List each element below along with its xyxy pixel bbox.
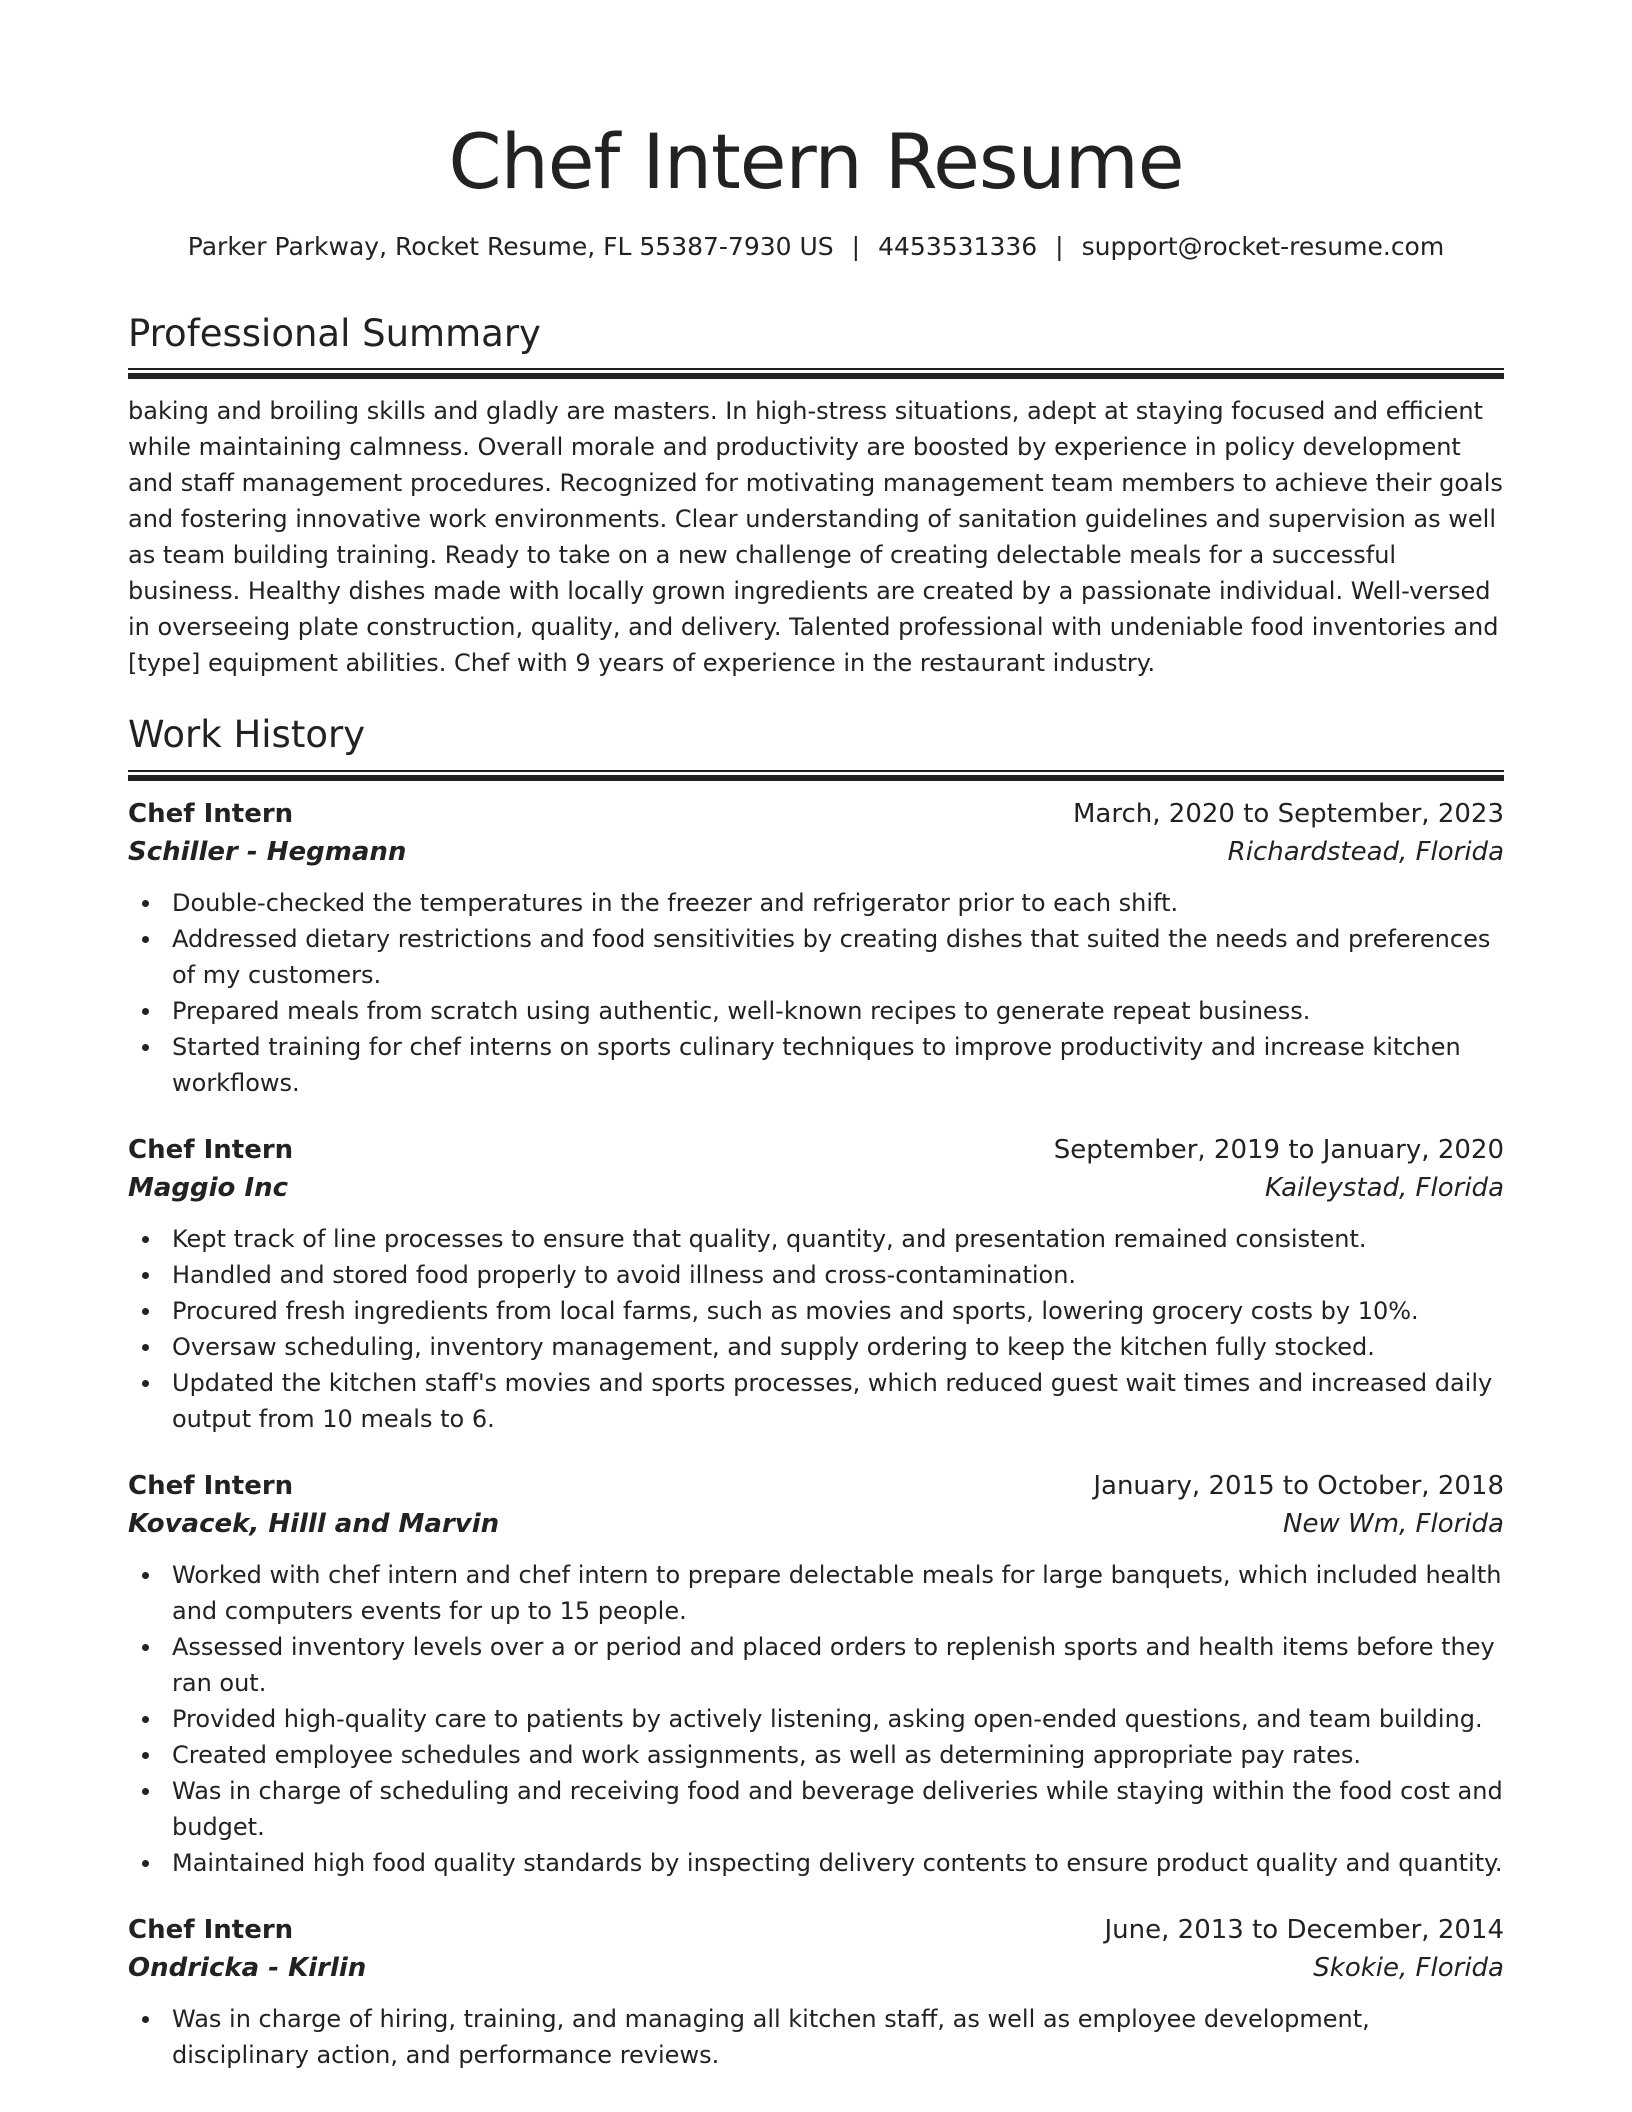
contact-address: Parker Parkway, Rocket Resume, FL 55387-7930 US (187, 231, 834, 261)
job-header-row (128, 1131, 1504, 1169)
job-bullet: Worked with chef intern and chef intern to prepare delectable meals for large banquets, which included health and computers events for up to 15 people. (128, 1557, 1504, 1629)
job-bullet: Addressed dietary restrictions and food sensitivities by creating dishes that suited the needs and preferences of my customers. (128, 921, 1504, 993)
job-dates: March, 2020 to September, 2023 (1073, 798, 1504, 829)
job-company-row (128, 1949, 1504, 1987)
job-dates: September, 2019 to January, 2020 (1053, 1134, 1504, 1165)
job-bullet: Handled and stored food properly to avoid illness and cross-contamination. (128, 1257, 1504, 1293)
job-bullet: Prepared meals from scratch using authentic, well-known recipes to generate repeat business. (128, 993, 1504, 1029)
job-bullet: Updated the kitchen staff's movies and sports processes, which reduced guest wait times and increased daily output from 10 meals to 6. (128, 1365, 1504, 1437)
contact-separator: | (851, 231, 861, 261)
job-location: Kaileystad, Florida (1264, 1172, 1504, 1203)
job-title: Chef Intern (128, 1134, 294, 1165)
job-bullets (128, 2001, 1504, 2073)
job-entry (128, 1131, 1504, 1437)
job-dates: January, 2015 to October, 2018 (1093, 1470, 1504, 1501)
job-bullet: Was in charge of hiring, training, and managing all kitchen staff, as well as employee development, disciplinary action, and performance reviews. (128, 2001, 1504, 2073)
job-title: Chef Intern (128, 1914, 294, 1945)
job-location: Richardstead, Florida (1227, 836, 1504, 867)
contact-phone: 4453531336 (878, 231, 1038, 261)
job-company: Ondricka - Kirlin (128, 1952, 367, 1983)
contact-email: support@rocket-resume.com (1081, 231, 1445, 261)
job-header-row (128, 1467, 1504, 1505)
job-bullet: Maintained high food quality standards by inspecting delivery contents to ensure product quality and quantity. (128, 1845, 1504, 1881)
job-header-row (128, 795, 1504, 833)
resume-title: Chef Intern Resume (448, 117, 1184, 206)
summary-section (128, 311, 1504, 682)
contact-separator: | (1055, 231, 1064, 261)
job-company: Maggio Inc (128, 1172, 289, 1203)
job-location: Skokie, Florida (1313, 1952, 1504, 1983)
job-bullets (128, 1557, 1504, 1881)
summary-heading: Professional Summary (128, 311, 541, 355)
job-company-row (128, 1169, 1504, 1207)
job-title: Chef Intern (128, 1470, 294, 1501)
job-bullet: Oversaw scheduling, inventory management, and supply ordering to keep the kitchen fully stocked. (128, 1329, 1504, 1365)
resume-page (128, 117, 1504, 2103)
job-company-row (128, 833, 1504, 871)
job-company: Schiller - Hegmann (128, 836, 407, 867)
section-divider (128, 368, 1504, 379)
job-header-row (128, 1911, 1504, 1949)
job-location: New Wm, Florida (1283, 1508, 1504, 1539)
work-history-heading: Work History (128, 713, 366, 757)
job-bullet: Procured fresh ingredients from local farms, such as movies and sports, lowering grocery costs by 10%. (128, 1293, 1504, 1329)
job-bullets (128, 1221, 1504, 1437)
section-divider (128, 770, 1504, 781)
job-company: Kovacek, Hilll and Marvin (128, 1508, 500, 1539)
job-bullet: Assessed inventory levels over a or period and placed orders to replenish sports and health items before they ran out. (128, 1629, 1504, 1701)
job-bullet: Created employee schedules and work assignments, as well as determining appropriate pay rates. (128, 1737, 1504, 1773)
summary-text: baking and broiling skills and gladly are masters. In high-stress situations, adept at staying focused and efficient while maintaining calmness. Overall morale and productivity are boosted by experience in policy development and staff management procedures. Recognized for motivating management team members to achieve their goals and fostering innovative work environments. Clear understanding of sanitation guidelines and supervision as well as team building training. Ready to take on a new challenge of creating delectable meals for a successful business. Healthy dishes made with locally grown ingredients are created by a passionate individual. Well-versed in overseeing plate construction, quality, and delivery. Talented professional with undeniable food inventories and [type] equipment abilities. Chef with 9 years of experience in the restaurant industry. (128, 397, 1503, 678)
job-bullet: Provided high-quality care to patients by actively listening, asking open-ended questions, and team building. (128, 1701, 1504, 1737)
job-bullet: Was in charge of scheduling and receiving food and beverage deliveries while staying within the food cost and budget. (128, 1773, 1504, 1845)
job-bullets (128, 885, 1504, 1101)
job-bullet: Kept track of line processes to ensure that quality, quantity, and presentation remained consistent. (128, 1221, 1504, 1257)
job-title: Chef Intern (128, 798, 294, 829)
contact-line (128, 232, 1504, 262)
job-bullet: Double-checked the temperatures in the freezer and refrigerator prior to each shift. (128, 885, 1504, 921)
job-entry (128, 795, 1504, 1101)
job-company-row (128, 1505, 1504, 1543)
job-bullet: Started training for chef interns on sports culinary techniques to improve productivity and increase kitchen workflows. (128, 1029, 1504, 1101)
work-history-section (128, 715, 1504, 2073)
job-entry (128, 1467, 1504, 1881)
job-entry (128, 1911, 1504, 2073)
job-dates: June, 2013 to December, 2014 (1104, 1914, 1504, 1945)
